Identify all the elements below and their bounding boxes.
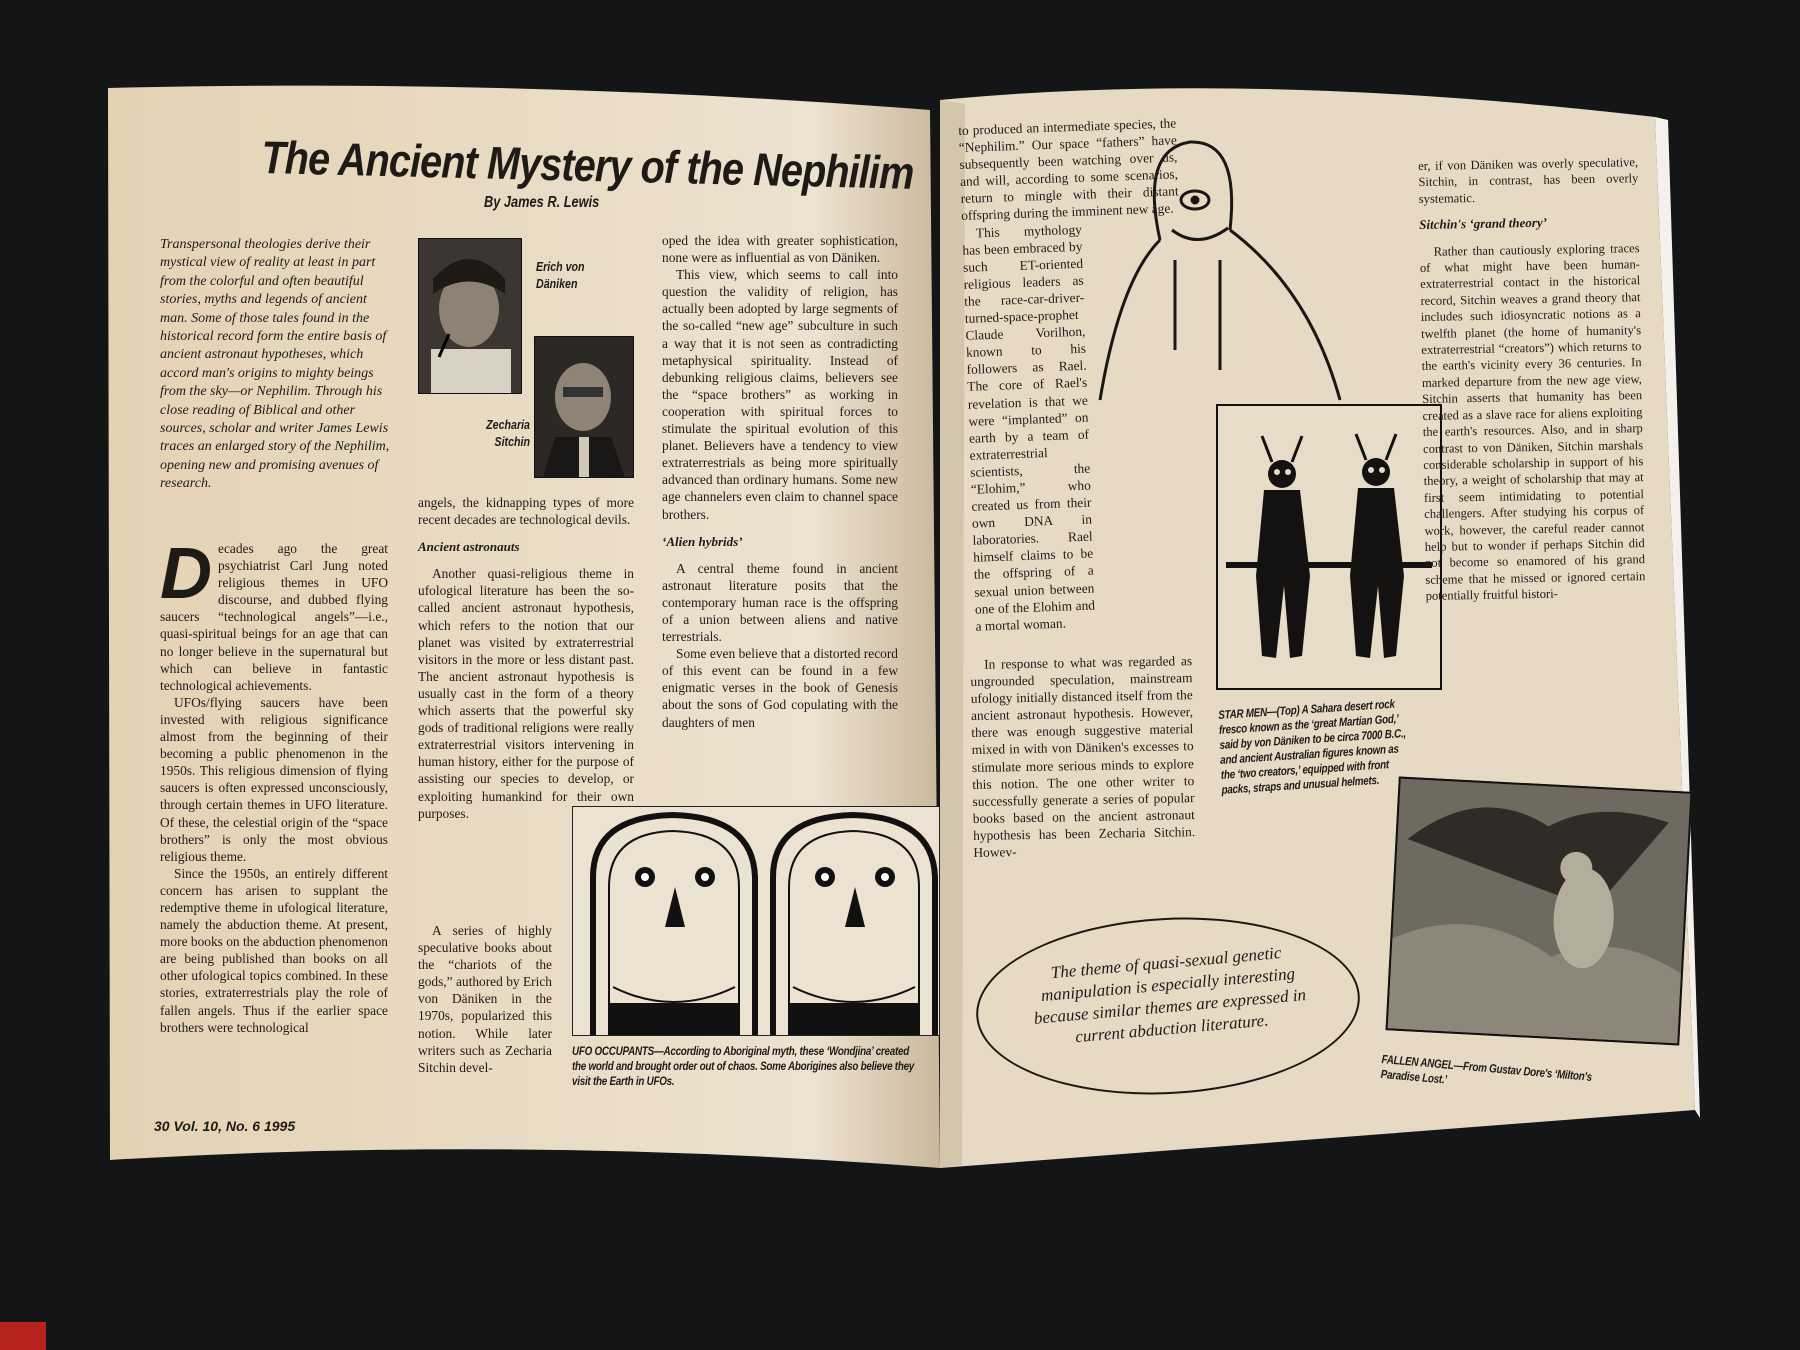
col3-para-2: A central theme found in ancient astronaut literature posits that the contemporary human race is the offspring of a union between aliens and native terrestrials. xyxy=(662,560,898,645)
column-4 xyxy=(958,114,1206,635)
col5-para-0: er, if von Däniken was overly speculative, Sitchin, in contrast, has been overly systematic. xyxy=(1418,155,1639,206)
caption-von-daniken: Erich von Däniken xyxy=(536,259,585,291)
col3-heading: ‘Alien hybrids’ xyxy=(662,533,743,549)
col4-para-0: to produced an intermediate species, the “Nephilim.” Our space “fathers” have subsequently been watching over us, and will, according to some scenarios, return to mingle with their distant offspring during the imminent new age. xyxy=(958,115,1179,224)
column-2 xyxy=(418,494,634,822)
col2-heading: Ancient astronauts xyxy=(418,539,520,555)
caption-sitchin: Zecharia Sitchin xyxy=(486,417,530,449)
column-2-bottom xyxy=(418,922,552,1076)
caption-star-men: STAR MEN—(Top) A Sahara desert rock fresco known as the ‘great Martian God,’ said by von Däniken to be circa 7000 B.C., and ancient Australian figures known as the ‘two creators,’ equipped with front packs, straps and unusual helmets. xyxy=(1218,696,1407,797)
col1-para-2: UFOs/flying saucers have been invested with religious significance almost from the beginning of their becoming a public phenomenon in the 1950s. This religious dimension of flying saucers is often expressed unconsciously, through certain themes in UFO literature. Of these, the celestial origin of the “space brothers” is only the most obvious religious theme. xyxy=(160,694,388,864)
col5-heading: Sitchin's ‘grand theory’ xyxy=(1419,214,1548,233)
col5-para-1: Rather than cautiously exploring traces of what might have been human-extraterrestrial contact in the historical record, Sitchin weaves a grand theory that includes such idiosyncratic notions as a twelfth planet (the home of humanity's extraterrestrial “creators”) which returns to the earth's vicinity every 36 centuries. In marked departure from the new age view, Sitchin asserts that humanity has been created as a slave race for aliens exploiting the earth's resources. Also, and in sharp contrast to von Däniken, Sitchin marshals considerable scholarship in support of his theory, a weight of scholarship that may at first seem intimidating to potential challengers. After studying his corpus of work, however, the careful reader cannot help but to wonder if perhaps Sitchin did not become so enamored of his grand scheme that he missed or ignored certain potentially fruitful histori- xyxy=(1419,240,1646,604)
photo-von-daniken xyxy=(418,238,522,394)
photo-sitchin xyxy=(534,336,634,478)
col3-para-1: This view, which seems to call into question the validity of religion, has actually been adopted by large segments of the so-called “new age” subculture in such a way that it is not seen as contradicting metaphysical spirituality. Instead of debunking religious claims, believers see the “space brothers” as working in cooperation with spiritual forces to stimulate the spiritual evolution of this planet. Believers have a tendency to view extraterrestrials as being more spiritually advanced than ordinary humans. Some new age channelers even claim to channel space brothers. xyxy=(662,267,898,522)
wondjina-illustration xyxy=(572,806,940,1036)
col2-para-0: angels, the kidnapping types of more recent decades are technological devils. xyxy=(418,495,634,528)
col3-para-0: oped the idea with greater sophistication, none were as influential as von Däniken. xyxy=(662,233,898,266)
article-title: The Ancient Mystery of the Nephilim xyxy=(261,130,914,199)
col1-para-3: Since the 1950s, an entirely different concern has arisen to supplant the redemptive theme in ufological literature, namely the abduction theme. At present, more books on the abduction phenomenon are being published than books on all other ufological topics combined. In these stories, extraterrestrials play the role of fallen angels. Thus if the earlier space brothers were technological xyxy=(160,865,388,1035)
two-creators-illustration xyxy=(1216,404,1442,690)
fallen-angel-illustration xyxy=(1386,776,1693,1045)
col1-para-1: ecades ago the great psychiatrist Carl Jung noted religious themes in UFO discourse, and dubbed flying saucers “technological angels”—i.e., quasi-spiritual beings for an age that can no longer believe in the supernatural but which can believe in fantastic technological achievements. xyxy=(160,541,388,693)
caption-fallen-angel: FALLEN ANGEL—From Gustav Dore's ‘Milton's Paradise Lost.’ xyxy=(1380,1052,1593,1087)
col4-para-1: This mythology has been embraced by such ET-oriented religious leaders as the race-car-driver-turned-space-prophet Claude Vorilhon, known to his followers as Rael. The core of Rael's revelation is that we were “implanted” on earth by a team of extraterrestrial scientists, the “Elohim,” who created us from their own DNA in laboratories. Rael himself claims to be the offspring of a sexual union between one of the Elohim and a mortal woman. xyxy=(962,221,1096,634)
byline: By James R. Lewis xyxy=(484,194,600,211)
col3-para-3: Some even believe that a distorted record of this event can be found in a few enigmatic verses in the book of Genesis about the sons of God copulating with the daughters of men xyxy=(662,646,898,730)
col2-para-2: A series of highly speculative books about the “chariots of the gods,” authored by Erich von Däniken in the 1970s, popularized this notion. While later writers such as Zecharia Sitchin devel- xyxy=(418,923,552,1075)
column-3 xyxy=(662,232,898,731)
folio: 30 Vol. 10, No. 6 1995 xyxy=(154,1118,296,1134)
red-object xyxy=(0,1322,46,1350)
column-1 xyxy=(160,534,388,1036)
intro-paragraph: Transpersonal theologies derive their mystical view of reality at least in part from the colorful and often beautiful stories, myths and legends of ancient man. Some of those tales found in the historical record form the entire basis of ancient astronaut hypotheses, which accord man's origins to mighty beings from the sky—or Nephilim. Through his close reading of Biblical and other sources, scholar and writer James Lewis traces an enlarged story of the Nephilim, opening new and promising avenues of research. xyxy=(160,237,390,492)
drop-cap: D xyxy=(160,534,212,614)
col4-para-2: In response to what was regarded as ungrounded speculation, mainstream ufology initially distanced itself from the ancient astronaut hypothesis. However, there was enough suggestive material mixed in with von Däniken's excesses to stimulate more serious minds to explore this notion. The one other writer to successfully generate a series of popular books based on the ancient astronaut hypothesis has been Zecharia Sitchin. Howev- xyxy=(970,653,1196,861)
pull-quote: The theme of quasi-sexual genetic manipulation is especially interesting because similar themes are expressed in current abduction literature. xyxy=(1033,943,1307,1047)
col2-para-1: Another quasi-religious theme in ufological literature has been the so-called ancient astronaut hypothesis, which refers to the notion that our planet was visited by extraterrestrial visitors in the more or less distant past. The ancient astronaut hypothesis is usually cast in the form of a theory which asserts that the powerful sky gods of traditional religions were really extraterrestrial visitors intervening in human history, either for the purpose of assisting our species to develop, or exploiting humankind for their own purposes. xyxy=(418,566,634,821)
column-5 xyxy=(1418,154,1646,604)
caption-ufo-occupants: UFO OCCUPANTS—According to Aboriginal myth, these ‘Wondjina’ created the world and brought order out of chaos. Some Aborigines also believe they visit the Earth in UFOs. xyxy=(572,1044,915,1088)
column-4-bottom xyxy=(970,652,1196,861)
